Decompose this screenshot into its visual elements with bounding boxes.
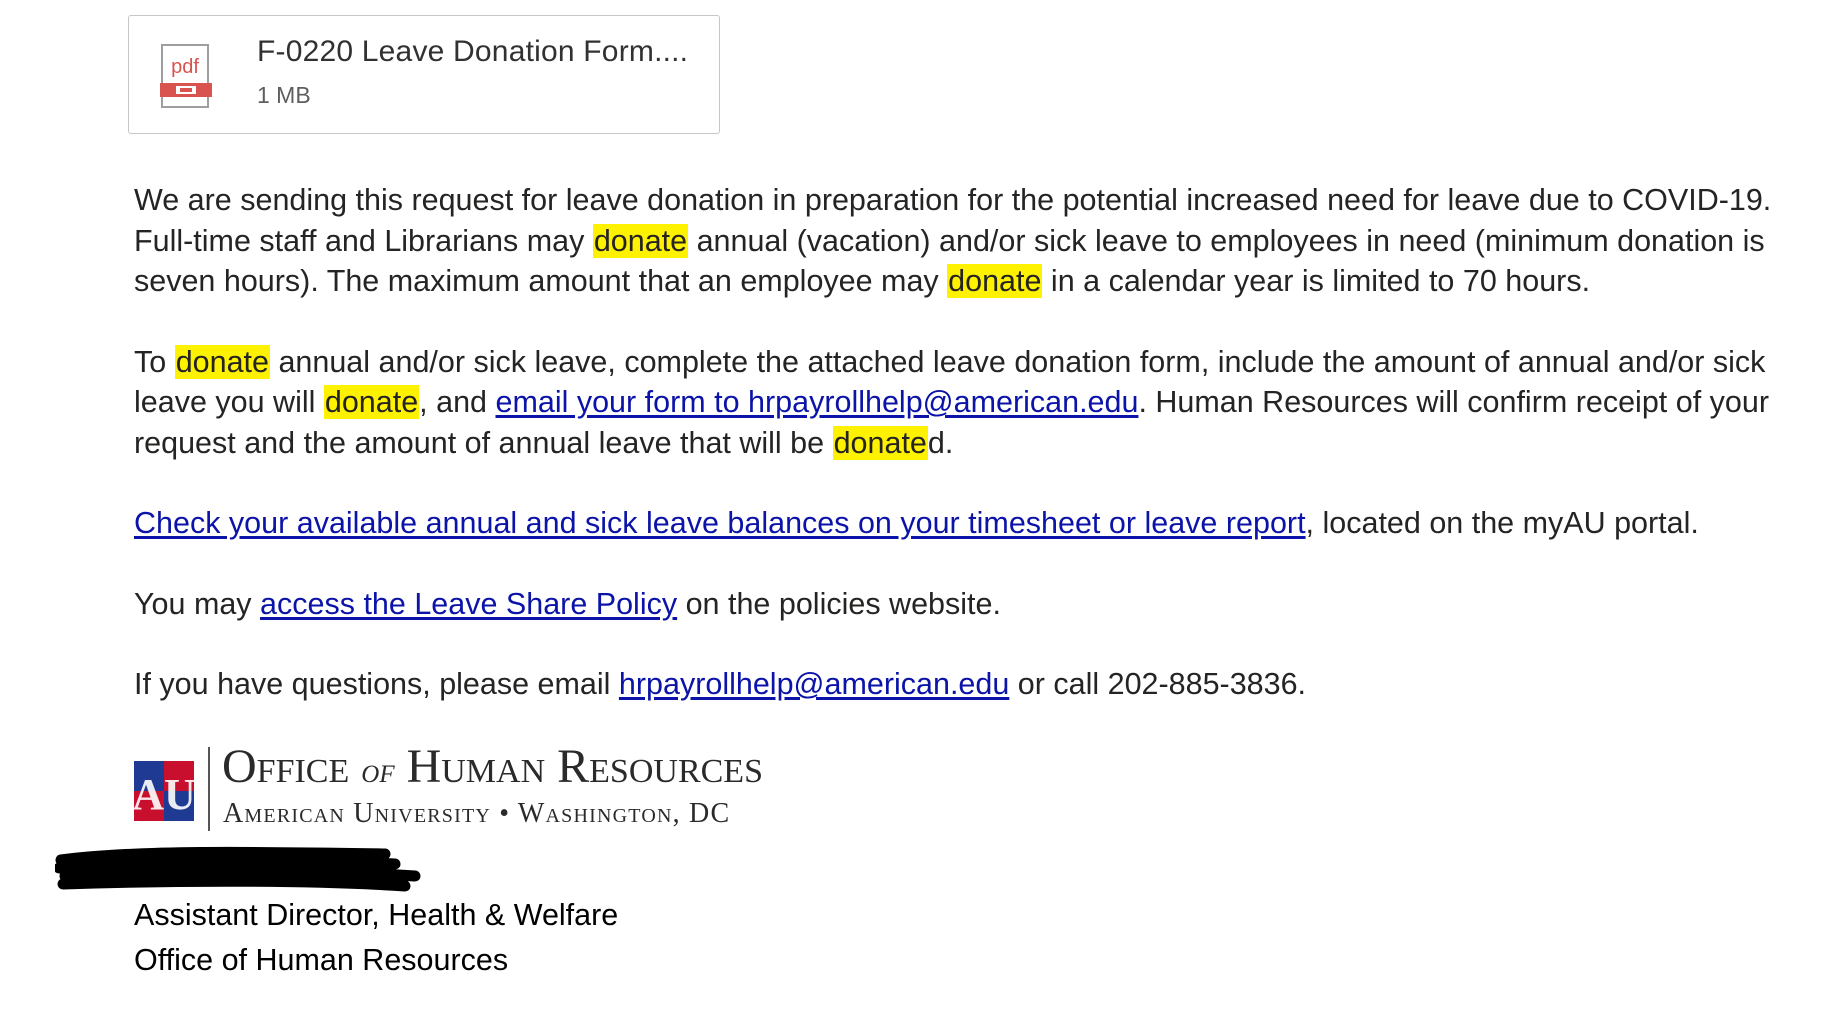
paragraph-how-to-donate: To donate annual and/or sick leave, complete the attached leave donation form, include the amount of annual and/or sick leave you will donate, and email your form to hrpayrollhelp@american.edu. Human Resources will confirm receipt of your request and the amount of annual leave that will be donated.	[134, 344, 1769, 460]
search-highlight: donate	[833, 425, 927, 460]
svg-text:Office of Human Resour	[222, 743, 763, 793]
hr-email-link[interactable]: hrpayrollhelp@american.edu	[618, 667, 1010, 701]
logo-line1-of: of	[361, 750, 395, 790]
search-highlight: donate	[948, 264, 1042, 298]
attachment-card[interactable]	[128, 15, 720, 134]
logo-line1-office: Office	[222, 743, 350, 793]
search-highlight: donate	[324, 385, 419, 419]
search-highlight: donate	[175, 344, 269, 379]
email-body	[134, 180, 1794, 745]
search-highlight: donate	[593, 223, 688, 258]
email-form-link[interactable]: email your form to hrpayrollhelp@american.edu	[495, 385, 1139, 419]
office-of-human-resources-logo	[132, 743, 872, 835]
attachment-filename[interactable]: F-0220 Leave Donation Form....	[257, 35, 689, 68]
signature-title: Assistant Director, Health & Welfare	[134, 898, 619, 932]
signature-department: Office of Human Resources	[134, 943, 509, 977]
attachment-size: 1 MB	[257, 82, 311, 108]
email-signature	[134, 893, 618, 983]
paragraph-check-balances: Check your available annual and sick leave balances on your timesheet or leave report, located on the myAU portal.	[134, 506, 1699, 540]
redacted-name-scribble	[55, 846, 425, 894]
logo-line1-human-resources: Human Resources	[406, 743, 763, 793]
check-balances-link[interactable]: Check your available annual and sick leave balances on your timesheet or leave report	[134, 506, 1306, 540]
paragraph-policy: You may access the Leave Share Policy on the policies website.	[134, 586, 1001, 621]
leave-share-policy-link[interactable]: access the Leave Share Policy	[260, 586, 678, 621]
pdf-icon-label: pdf	[171, 56, 199, 78]
pdf-file-icon	[159, 43, 213, 109]
svg-text:AU: AU	[132, 770, 196, 819]
paragraph-questions: If you have questions, please email hrpayrollhelp@american.edu or call 202-885-3836.	[134, 667, 1307, 701]
au-monogram-icon	[132, 761, 196, 821]
logo-line2: American University • Washington, DC	[223, 798, 731, 829]
paragraph-covid-request: We are sending this request for leave donation in preparation for the potential increased need for leave due to COVID-19. Full-time staff and Librarians may donate annual (vacation) and/or sick leave to employees in need (minimum donation is seven hours). The maximum amount that an employee may donate in a calendar year is limited to 70 hours.	[134, 183, 1772, 298]
